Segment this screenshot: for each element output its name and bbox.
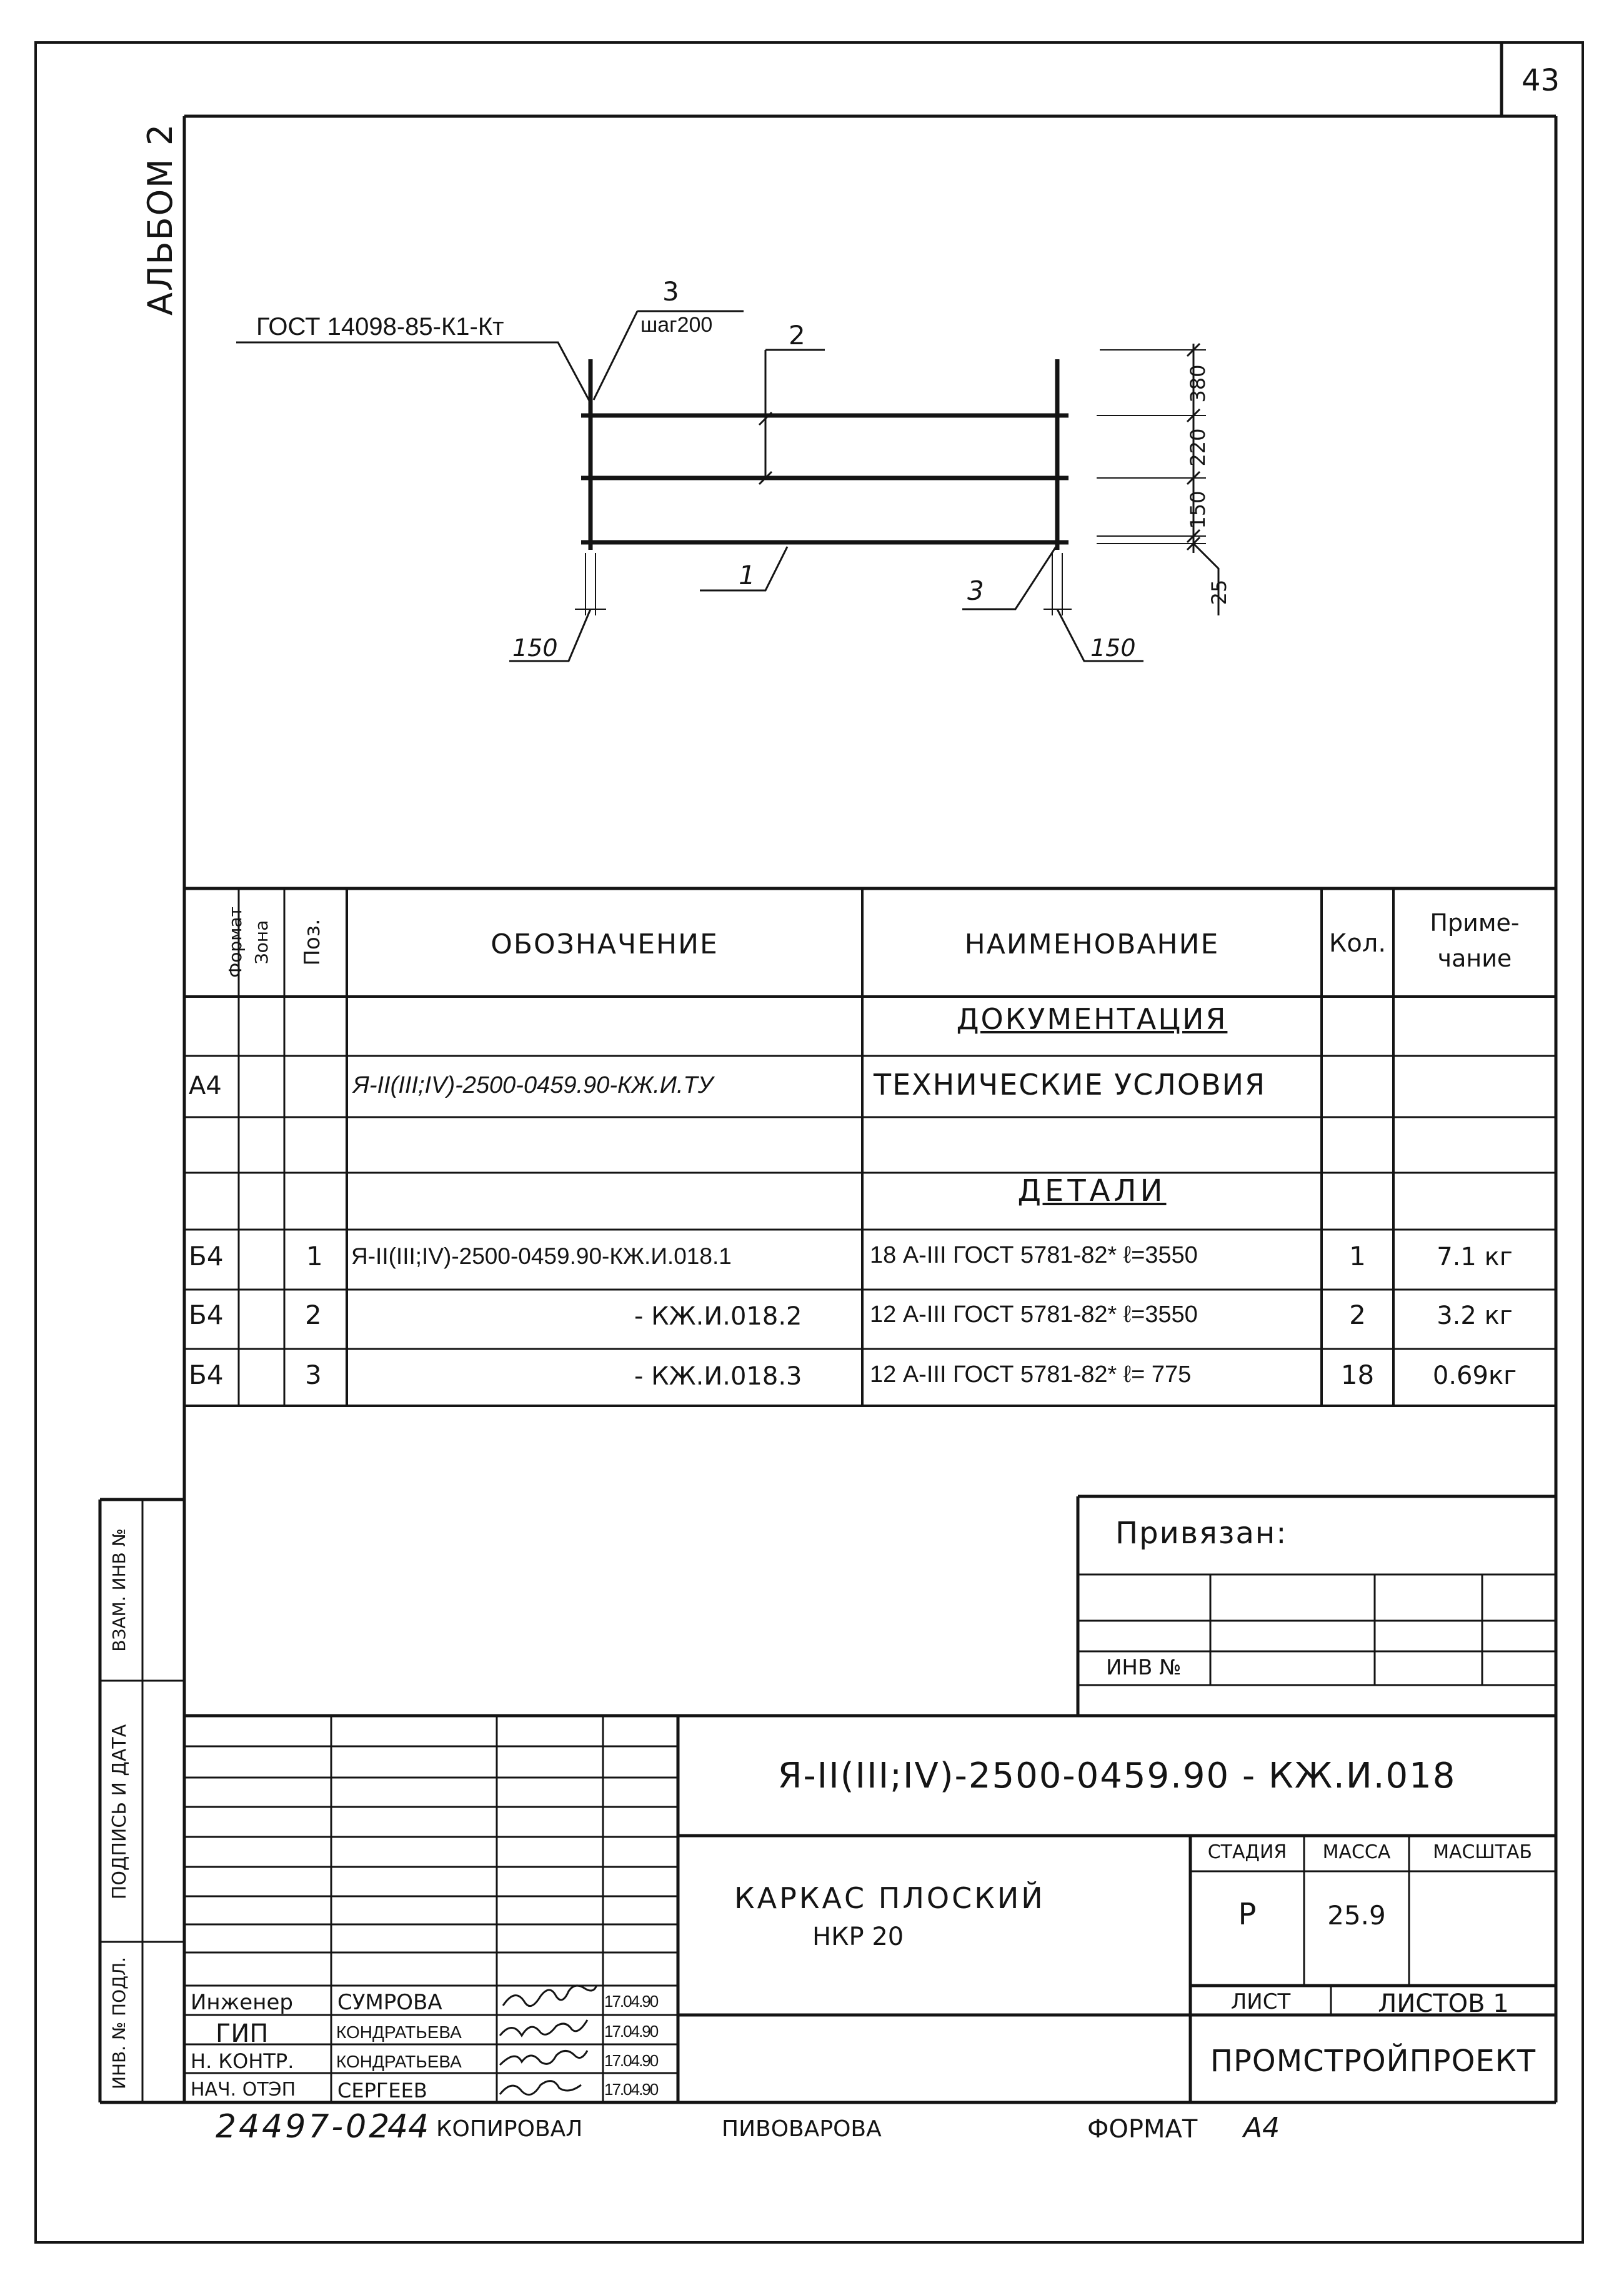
side-vzam: ВЗАМ. ИНВ № (109, 1528, 129, 1652)
dim-220: 220 (1186, 428, 1210, 467)
stage-label: СТАДИЯ (1207, 1841, 1287, 1863)
mass-value: 25.9 (1327, 1900, 1386, 1931)
section-documentation: ДОКУМЕНТАЦИЯ (956, 1002, 1228, 1036)
dim-25: 25 (1207, 579, 1231, 605)
section-details: ДЕТАЛИ (1017, 1173, 1167, 1208)
header-zone: Зона (251, 920, 272, 965)
footer-copy-number: 44 (387, 2108, 429, 2146)
header-note-line1: Приме- (1430, 909, 1520, 937)
callout-pos3-top: 3 (662, 276, 679, 307)
signature-role: НАЧ. ОТЭП (191, 2079, 296, 2101)
organization: ПРОМСТРОЙПРОЕКТ (1210, 2044, 1537, 2079)
header-name: НАИМЕНОВАНИЕ (964, 928, 1220, 960)
dim-150-left: 150 (512, 634, 558, 662)
title-line2: НКР 20 (812, 1922, 904, 1951)
row-qty: 18 (1340, 1360, 1375, 1390)
doc-code: Я-II(III;IV)-2500-0459.90 - КЖ.И.018 (777, 1756, 1457, 1796)
row-note: 3.2 кг (1437, 1301, 1513, 1330)
dim-150-right: 150 (1090, 634, 1136, 662)
sheet-number: 43 (1522, 63, 1560, 98)
row-format: Б4 (189, 1241, 224, 1271)
footer-format-label: ФОРМАТ (1087, 2115, 1198, 2144)
footer-number: 24497-02 (216, 2108, 392, 2146)
row-qty: 2 (1349, 1300, 1366, 1330)
row-name: ТЕХНИЧЕСКИЕ УСЛОВИЯ (874, 1068, 1267, 1102)
signature-name: КОНДРАТЬЕВА (336, 2022, 462, 2042)
signature-date: 17.04.90 (604, 2080, 658, 2099)
signature-name: КОНДРАТЬЕВА (336, 2052, 462, 2071)
header-qty: Кол. (1328, 929, 1387, 958)
header-format: Формат (225, 907, 246, 978)
signature-name: СЕРГЕЕВ (337, 2079, 427, 2102)
row-qty: 1 (1349, 1241, 1366, 1271)
row-pos: 1 (306, 1241, 323, 1271)
signature-date: 17.04.90 (604, 1992, 658, 2011)
signature-role: Инженер (191, 1990, 293, 2015)
footer-format-value: А4 (1243, 2112, 1280, 2144)
dim-150-vertical: 150 (1186, 490, 1210, 529)
scale-label: МАСШТАБ (1433, 1841, 1532, 1863)
row-name: 18 А-III ГОСТ 5781-82* ℓ=3550 (870, 1242, 1198, 1268)
row-designation: Я-II(III;IV)-2500-0459.90-КЖ.И.018.1 (351, 1243, 732, 1269)
signature-role: ГИП (216, 2019, 269, 2048)
sheets-label: ЛИСТОВ 1 (1378, 1989, 1509, 2018)
row-format: А4 (189, 1072, 222, 1100)
row-pos: 2 (305, 1300, 322, 1330)
dim-380: 380 (1186, 364, 1210, 403)
row-format: Б4 (189, 1360, 224, 1390)
row-name: 12 А-III ГОСТ 5781-82* ℓ= 775 (870, 1361, 1192, 1388)
title-line1: КАРКАС ПЛОСКИЙ (734, 1881, 1045, 1915)
signature-name: СУМРОВА (337, 1990, 442, 2015)
callout-pos1: 1 (739, 560, 755, 590)
callout-pos3-bottom: 3 (967, 575, 984, 606)
album-label: АЛЬБОМ 2 (141, 122, 180, 316)
callout-gost: ГОСТ 14098-85-К1-Кт (256, 313, 504, 341)
reinforcement-drawing (0, 0, 1624, 887)
row-note: 0.69кг (1432, 1361, 1517, 1390)
row-pos: 3 (305, 1360, 322, 1390)
header-designation: ОБОЗНАЧЕНИЕ (491, 928, 719, 960)
row-name: 12 А-III ГОСТ 5781-82* ℓ=3550 (870, 1301, 1198, 1328)
sheet-label: ЛИСТ (1230, 1989, 1291, 2014)
signature-date: 17.04.90 (604, 2051, 658, 2070)
footer-copied-label: КОПИРОВАЛ (436, 2116, 583, 2142)
row-format: Б4 (189, 1300, 224, 1330)
binding-inv-label: ИНВ № (1106, 1655, 1182, 1680)
stage-value: Р (1238, 1897, 1257, 1932)
callout-pos2: 2 (789, 320, 805, 351)
footer-copier: ПИВОВАРОВА (722, 2116, 882, 2142)
side-inv-podl: ИНВ. № ПОДЛ. (109, 1957, 129, 2089)
signature-role: Н. КОНТР. (191, 2049, 294, 2073)
side-podpis: ПОДПИСЬ И ДАТА (109, 1724, 131, 1900)
header-note-line2: чание (1437, 945, 1512, 972)
row-note: 7.1 кг (1437, 1243, 1513, 1271)
binding-title: Привязан: (1115, 1516, 1288, 1551)
row-designation: - КЖ.И.018.2 (634, 1302, 802, 1331)
mass-label: МАССА (1322, 1841, 1391, 1863)
row-designation: - КЖ.И.018.3 (634, 1362, 802, 1391)
callout-step: шаг200 (640, 313, 713, 337)
row-designation: Я-II(III;IV)-2500-0459.90-КЖ.И.ТУ (353, 1072, 714, 1098)
header-pos: Поз. (300, 918, 325, 966)
signature-date: 17.04.90 (604, 2022, 658, 2041)
